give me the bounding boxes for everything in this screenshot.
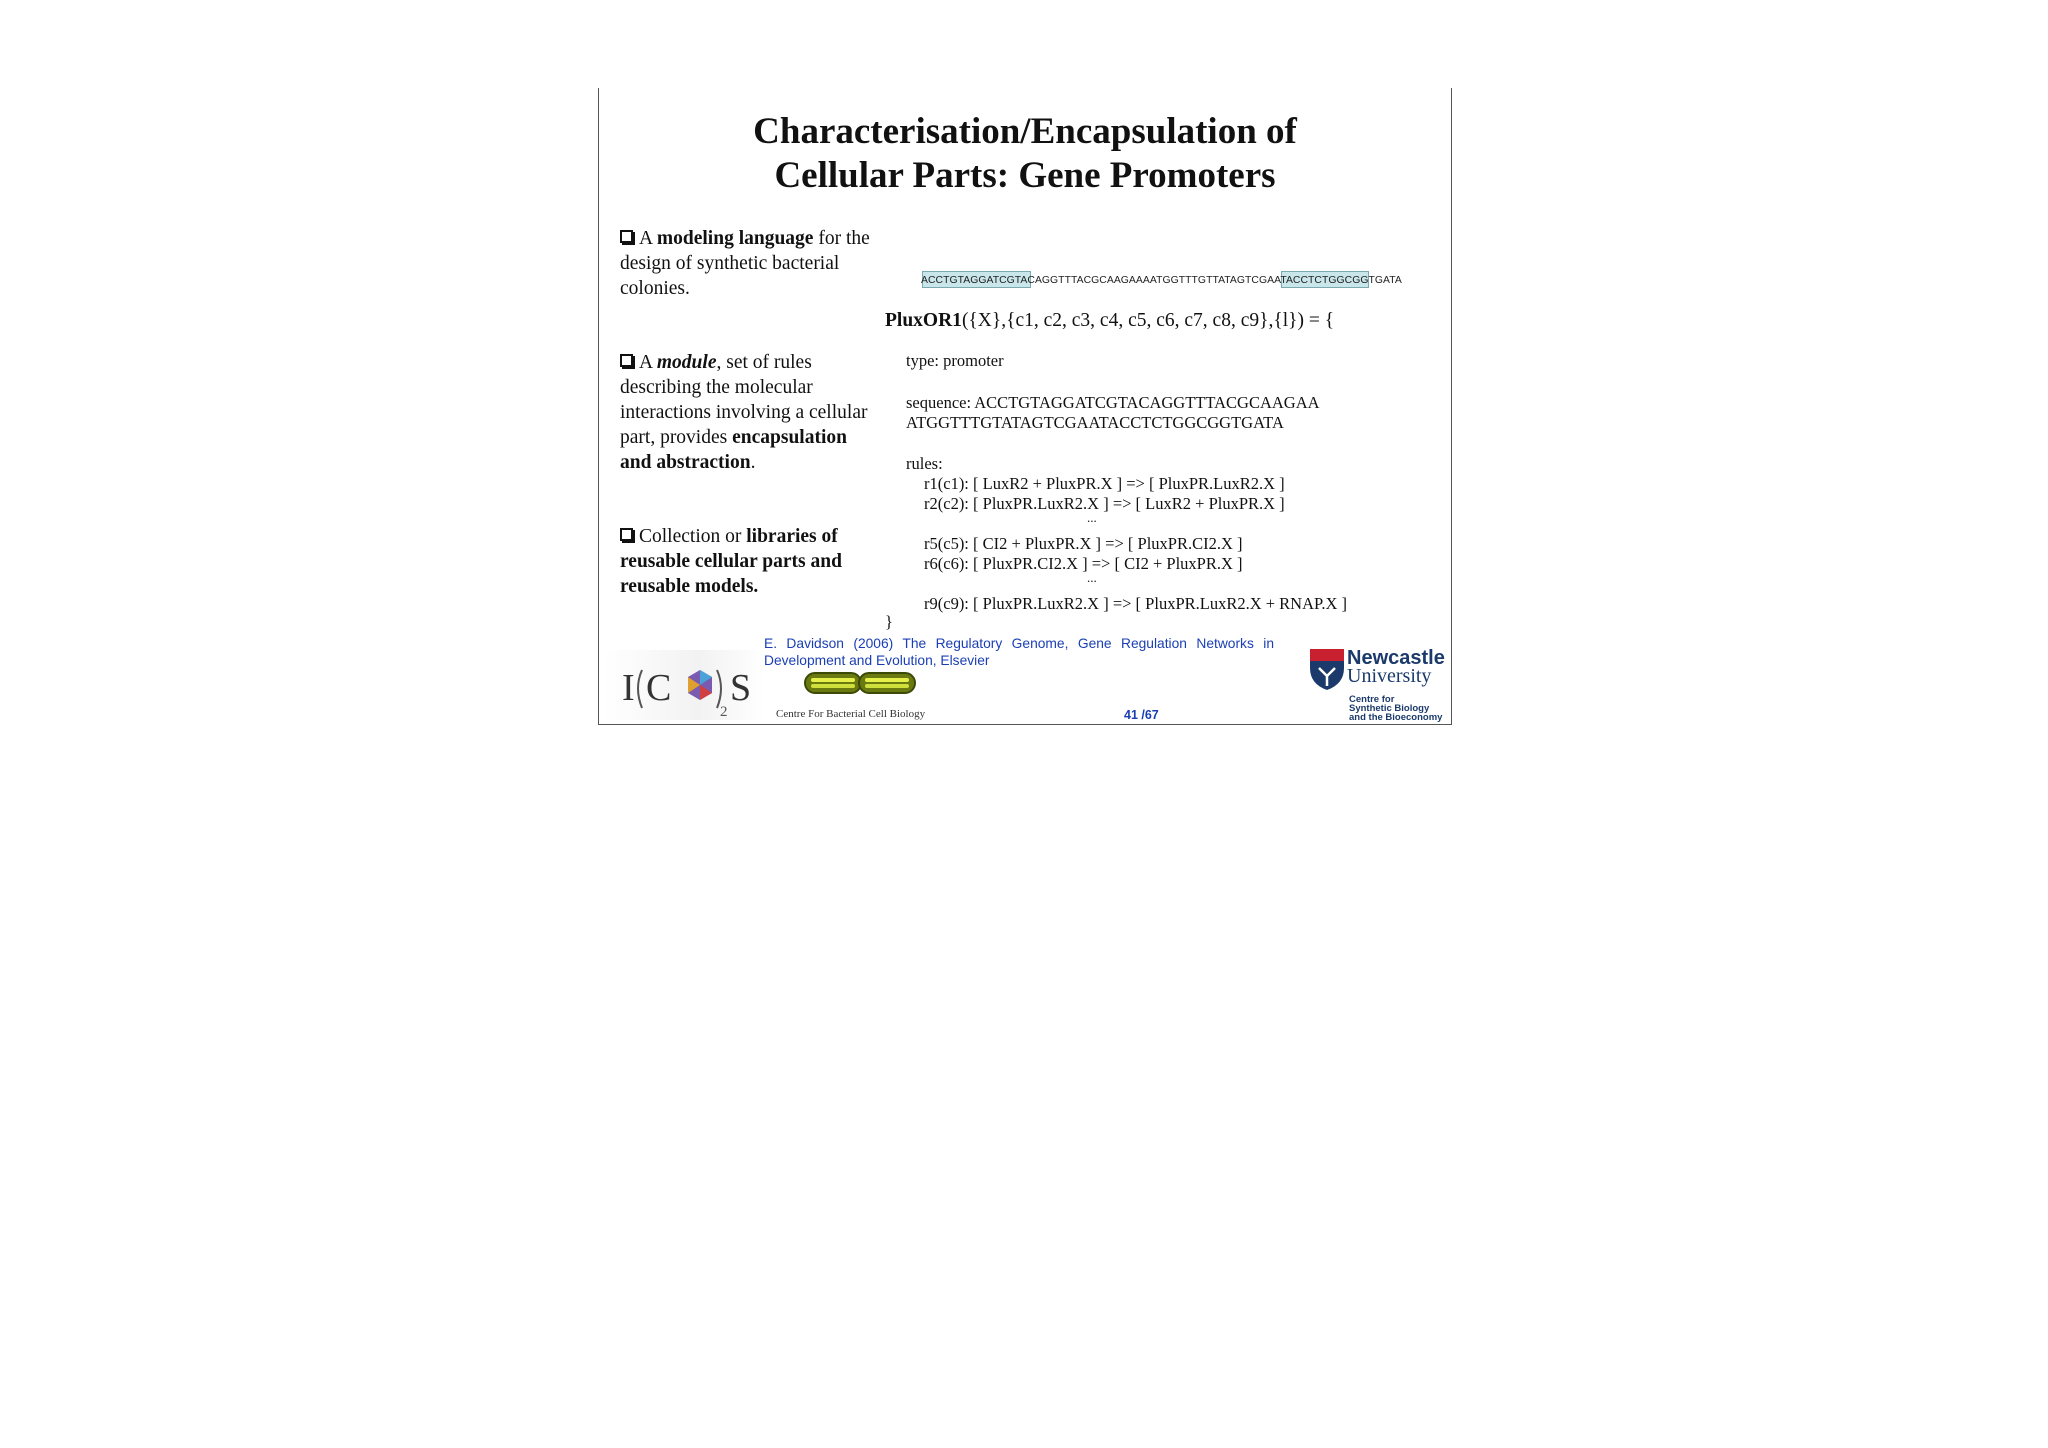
- seq-right: TACCTCTGGCGGTGATA: [1280, 275, 1402, 286]
- bullet-2-post2: .: [750, 452, 756, 473]
- dna-sequence: [921, 272, 1403, 289]
- bullet-3-bold: libraries of reusable cellular parts and reusable models.: [620, 526, 842, 597]
- bacterial-cell-logo-icon: [803, 670, 918, 696]
- csb-line-1: Centre for: [1349, 694, 1395, 705]
- rule-line: r6(c6): [ PluxPR.CI2.X ] => [ CI2 + PluxPR.X ]: [924, 554, 1243, 573]
- bullet-2-bold2: encapsulation and abstraction: [620, 427, 847, 473]
- rule-ellipsis: ...: [1087, 510, 1097, 525]
- slide: [598, 88, 1452, 725]
- page-number: 41 /67: [1124, 708, 1159, 722]
- module-sequence-2: ATGGTTTGTATAGTCGAATACCTCTGGCGGTGATA: [906, 413, 1284, 432]
- module-sequence-1: sequence: ACCTGTAGGATCGTACAGGTTTACGCAAGAA: [906, 393, 1320, 412]
- icos-subscript: 2: [720, 704, 728, 720]
- bullet-2-pre: A: [639, 352, 657, 373]
- rule-line: r1(c1): [ LuxR2 + PluxPR.X ] => [ PluxPR.LuxR2.X ]: [924, 474, 1285, 493]
- bullet-1-pre: A: [639, 228, 657, 249]
- module-name: PluxOR1: [885, 310, 962, 331]
- bullet-3: [620, 524, 880, 599]
- bullet-2-post: , set of rules describing the molecular interactions involving a cellular part, provides: [620, 352, 868, 448]
- bullet-2: [620, 350, 880, 475]
- checkbox-bullet-icon: [620, 528, 633, 541]
- newcastle-wordmark: Newcastle: [1347, 647, 1445, 669]
- bullet-1-bold: modeling language: [656, 228, 814, 249]
- icos-logo-mark: [604, 650, 764, 720]
- icos-logo: [604, 650, 764, 720]
- reference-citation: E. Davidson (2006) The Regulatory Genome, Gene Regulation Networks in Development and Evolution, Elsevier: [764, 636, 1274, 668]
- centre-bacterial-label: Centre For Bacterial Cell Biology: [776, 708, 926, 720]
- checkbox-bullet-icon: [620, 230, 633, 243]
- module-rules-label: rules:: [906, 454, 943, 473]
- promoter-diagram: [899, 200, 1419, 272]
- rule-line: r5(c5): [ CI2 + PluxPR.X ] => [ PluxPR.CI2.X ]: [924, 534, 1243, 553]
- bullet-1-post: for the design of synthetic bacterial colonies.: [620, 228, 870, 299]
- bullet-3-pre: Collection or: [639, 526, 747, 547]
- module-close-brace: }: [885, 612, 893, 631]
- icos-letter-i: I: [622, 667, 635, 709]
- csb-line-2: Synthetic Biology: [1349, 703, 1430, 714]
- paren-right-icon: [717, 670, 721, 708]
- slide-title-line-1: Characterisation/Encapsulation of: [753, 111, 1297, 152]
- seq-mid: TTACGCAAGAAAATGGTTTGTTATAGTCGAA: [1064, 275, 1281, 286]
- bullet-1: [620, 226, 880, 301]
- seq-left: ACCTGTAGGATCGTACAGGT: [921, 275, 1065, 286]
- icos-letter-s: S: [730, 667, 752, 709]
- bullet-2-bold: module: [656, 352, 717, 373]
- rule-line: r9(c9): [ PluxPR.LuxR2.X ] => [ PluxPR.LuxR2.X + RNAP.X ]: [924, 594, 1348, 613]
- module-type: type: promoter: [906, 351, 1004, 370]
- rule-line: r2(c2): [ PluxPR.LuxR2.X ] => [ LuxR2 + PluxPR.X ]: [924, 494, 1285, 513]
- university-wordmark: University: [1347, 665, 1432, 687]
- paren-left-icon: [638, 670, 642, 708]
- csb-label: [1349, 695, 1442, 722]
- module-signature: ({X},{c1, c2, c3, c4, c5, c6, c7, c8, c9},{l}) = {: [961, 310, 1335, 331]
- csb-line-3: and the Bioeconomy: [1349, 712, 1443, 723]
- module-header: [885, 309, 1334, 333]
- rule-ellipsis: ...: [1087, 570, 1097, 585]
- icos-letter-c: C: [646, 667, 672, 709]
- checkbox-bullet-icon: [620, 354, 633, 367]
- newcastle-shield-icon: [1307, 646, 1347, 692]
- slide-title-line-2: Cellular Parts: Gene Promoters: [774, 155, 1276, 196]
